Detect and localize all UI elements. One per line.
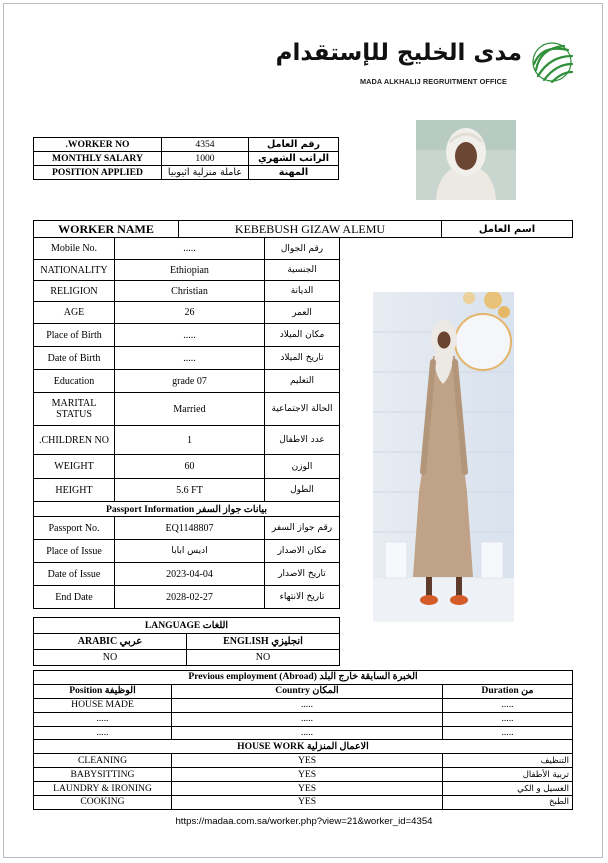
personal-label: Date of Birth [34, 347, 115, 370]
summary-label: MONTHLY SALARY [34, 152, 162, 166]
passport-label: End Date [34, 586, 115, 609]
column-country: Country المكان [172, 684, 443, 698]
employment-header-row [34, 671, 573, 685]
house-work-task-ar: التنظيف [443, 754, 573, 768]
passport-row [34, 517, 340, 540]
personal-value: 60 [115, 455, 265, 479]
passport-label-ar: تاريخ الانتهاء [265, 586, 340, 609]
personal-label-ar: تاريخ الميلاد [265, 347, 340, 370]
personal-row [34, 479, 340, 502]
house-work-task: LAUNDRY & IRONING [34, 782, 172, 796]
passport-section-header [34, 502, 340, 517]
passport-label: Passport No. [34, 517, 115, 540]
personal-label-ar: الديانة [265, 281, 340, 302]
personal-row [34, 370, 340, 393]
worker-name-table [33, 220, 573, 238]
personal-info-table [33, 237, 340, 609]
personal-row [34, 426, 340, 455]
personal-row [34, 260, 340, 281]
brand-name-english: MADA ALKHALIJ REGRUITMENT OFFICE [360, 77, 507, 86]
personal-label-ar: التعليم [265, 370, 340, 393]
personal-row [34, 238, 340, 260]
worker-name-label-ar: اسم العامل [442, 221, 573, 238]
summary-label-ar: الراتب الشهري [249, 152, 339, 166]
personal-value: 5.6 FT [115, 479, 265, 502]
house-work-answer: YES [172, 768, 443, 782]
personal-value: 1 [115, 426, 265, 455]
house-work-answer: YES [172, 782, 443, 796]
personal-label: HEIGHT [34, 479, 115, 502]
experience-table [33, 670, 573, 810]
house-work-answer: YES [172, 796, 443, 810]
full-body-photo [373, 292, 514, 622]
personal-label: Place of Birth [34, 324, 115, 347]
personal-label: AGE [34, 302, 115, 324]
employment-country: ..... [172, 726, 443, 740]
language-header-row [34, 618, 340, 634]
language-labels-row [34, 634, 340, 650]
employment-country: ..... [172, 712, 443, 726]
personal-value: 26 [115, 302, 265, 324]
summary-label: POSITION APPLIED [34, 166, 162, 180]
personal-row [34, 347, 340, 370]
personal-label-ar: الجنسية [265, 260, 340, 281]
personal-label-ar: مكان الميلاد [265, 324, 340, 347]
employment-position: HOUSE MADE [34, 698, 172, 712]
summary-label-ar: المهنة [249, 166, 339, 180]
employment-row [34, 698, 573, 712]
house-work-row [34, 796, 573, 810]
summary-label: .WORKER NO [34, 138, 162, 152]
passport-value: EQ1148807 [115, 517, 265, 540]
language-values-row [34, 650, 340, 666]
personal-label: Mobile No. [34, 238, 115, 260]
passport-value: اديس ابابا [115, 540, 265, 563]
personal-value: ..... [115, 238, 265, 260]
personal-label: Education [34, 370, 115, 393]
personal-value: Married [115, 393, 265, 426]
house-work-task-ar: تربية الأطفال [443, 768, 573, 782]
arabic-value: NO [34, 650, 187, 666]
employment-duration: ..... [443, 698, 573, 712]
employment-position: ..... [34, 726, 172, 740]
employment-duration: ..... [443, 712, 573, 726]
passport-label-ar: رقم جواز السفر [265, 517, 340, 540]
personal-label-ar: العمر [265, 302, 340, 324]
employment-title: Previous employment (Abroad) الخبرة السابقة خارج البلد [34, 671, 573, 685]
column-position: Position الوظيفة [34, 684, 172, 698]
personal-row [34, 393, 340, 426]
employment-columns-row [34, 684, 573, 698]
passport-label-ar: مكان الاصدار [265, 540, 340, 563]
personal-label-ar: الطول [265, 479, 340, 502]
personal-label: .CHILDREN NO [34, 426, 115, 455]
personal-label: RELIGION [34, 281, 115, 302]
worker-page-url[interactable]: https://madaa.com.sa/worker.php?view=21&worker_id=4354 [175, 816, 433, 827]
personal-label: WEIGHT [34, 455, 115, 479]
personal-row [34, 455, 340, 479]
passport-row [34, 586, 340, 609]
employment-row [34, 726, 573, 740]
portrait-photo [416, 120, 516, 200]
arabic-label: ARABIC عربي [34, 634, 187, 650]
house-work-row [34, 782, 573, 796]
personal-value: Christian [115, 281, 265, 302]
summary-row [34, 138, 339, 152]
summary-table [33, 137, 339, 180]
personal-value: Ethiopian [115, 260, 265, 281]
house-work-task-ar: الطبخ [443, 796, 573, 810]
house-work-task: CLEANING [34, 754, 172, 768]
personal-label-ar: الوزن [265, 455, 340, 479]
personal-row [34, 324, 340, 347]
language-title: LANGUAGE اللغات [34, 618, 340, 634]
house-work-answer: YES [172, 754, 443, 768]
passport-title: Passport Information بيانات جواز السفر [34, 502, 340, 517]
summary-label-ar: رقم العامل [249, 138, 339, 152]
employment-duration: ..... [443, 726, 573, 740]
passport-label: Place of Issue [34, 540, 115, 563]
summary-row [34, 166, 339, 180]
house-work-task: BABYSITTING [34, 768, 172, 782]
passport-label: Date of Issue [34, 563, 115, 586]
passport-row [34, 563, 340, 586]
personal-label: NATIONALITY [34, 260, 115, 281]
employment-row [34, 712, 573, 726]
house-work-title: HOUSE WORK الاعمال المنزلية [34, 740, 573, 754]
summary-value: 1000 [162, 152, 249, 166]
house-work-task: COOKING [34, 796, 172, 810]
language-table [33, 617, 340, 666]
personal-label-ar: عدد الاطفال [265, 426, 340, 455]
house-work-header-row [34, 740, 573, 754]
personal-value: ..... [115, 347, 265, 370]
summary-value: 4354 [162, 138, 249, 152]
personal-row [34, 281, 340, 302]
summary-row [34, 152, 339, 166]
personal-label-ar: رقم الجوال [265, 238, 340, 260]
house-work-row [34, 768, 573, 782]
worker-name-label: WORKER NAME [34, 221, 179, 238]
house-work-task-ar: الغسيل و الكي [443, 782, 573, 796]
english-label: ENGLISH انجليزي [187, 634, 340, 650]
brand-name-arabic: مدى الخليج للإستقدام [275, 40, 522, 66]
personal-label: MARITAL STATUS [34, 393, 115, 426]
passport-label-ar: تاريخ الاصدار [265, 563, 340, 586]
english-value: NO [187, 650, 340, 666]
worker-name-row [34, 221, 573, 238]
brand-logo [275, 40, 574, 90]
worker-name-value: KEBEBUSH GIZAW ALEMU [179, 221, 442, 238]
column-duration: Duration من [443, 684, 573, 698]
employment-position: ..... [34, 712, 172, 726]
globe-logo-icon [530, 40, 574, 84]
personal-value: grade 07 [115, 370, 265, 393]
passport-value: 2023-04-04 [115, 563, 265, 586]
passport-value: 2028-02-27 [115, 586, 265, 609]
passport-row [34, 540, 340, 563]
personal-row [34, 302, 340, 324]
summary-value: عاملة منزلية اثيوبيا [162, 166, 249, 180]
house-work-row [34, 754, 573, 768]
employment-country: ..... [172, 698, 443, 712]
personal-value: ..... [115, 324, 265, 347]
personal-label-ar: الحالة الاجتماعية [265, 393, 340, 426]
